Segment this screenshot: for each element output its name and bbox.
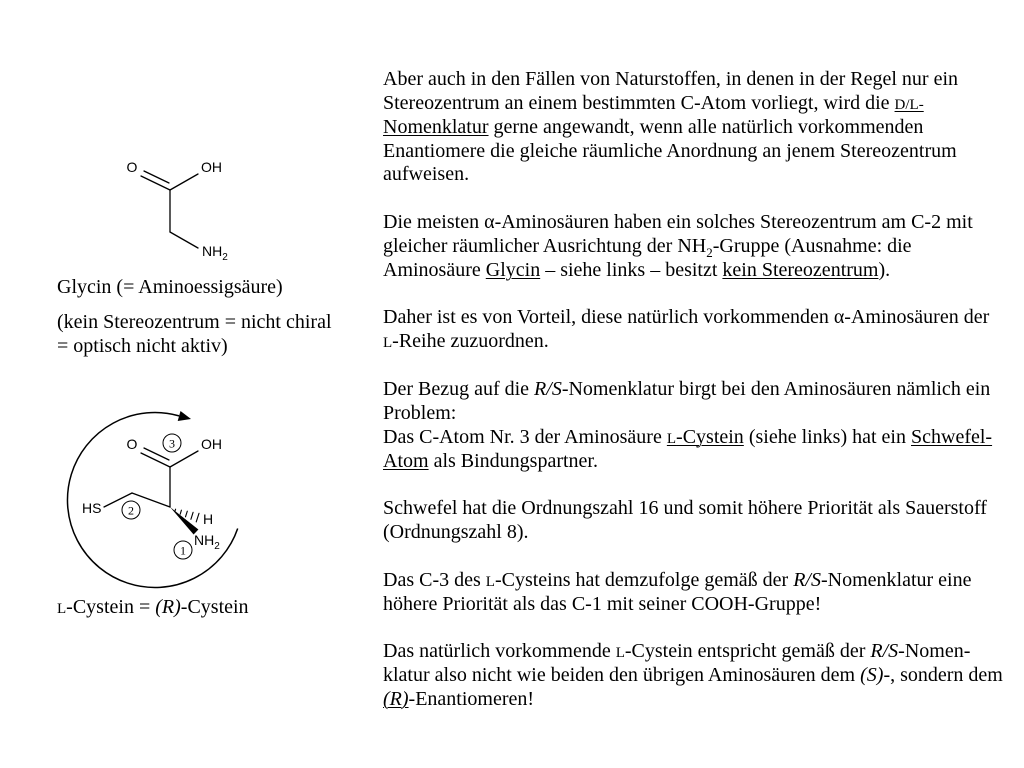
hydrogen-label: H <box>203 511 214 527</box>
hash-line <box>180 510 181 514</box>
text-run: -Reihe zuzuordnen. <box>392 330 549 353</box>
text-run: klatur also nicht wie beiden den übrigen Aminosäuren dem <box>383 664 861 687</box>
priority-number: 3 <box>169 436 175 451</box>
priority-marker-2 <box>122 501 140 519</box>
glycine-bonds <box>141 171 198 248</box>
small-caps-run: L <box>57 601 67 617</box>
paragraph-4 <box>383 378 1003 473</box>
small-caps-run: L <box>383 335 393 352</box>
text-run: Der Bezug auf die <box>383 377 535 400</box>
cysteine-caption <box>57 595 249 621</box>
paragraph-1 <box>383 68 1003 187</box>
text-run: Enantiomere die gleiche räumliche Anordnung an jenem Stereozentrum <box>383 139 957 162</box>
text-run: als Bindungspartner. <box>428 449 598 472</box>
text-line <box>383 235 1003 259</box>
rotation-arrowhead <box>178 411 191 421</box>
amino-bond <box>170 232 198 248</box>
oxygen-label: O <box>126 159 138 175</box>
text-line <box>383 378 1003 402</box>
italic-run: R/S <box>870 640 899 663</box>
text-run: Das C-3 des <box>383 568 486 591</box>
text-run: -Cystein <box>676 425 744 448</box>
carbonyl-bond <box>141 453 170 467</box>
text-line <box>383 92 1003 116</box>
oxygen-label: O <box>126 436 138 452</box>
text-line <box>383 163 1003 187</box>
small-caps-run: L <box>485 573 495 590</box>
underlined-term: Glycin <box>485 258 541 281</box>
text-line <box>383 450 1003 474</box>
italic-run: (S) <box>860 664 884 687</box>
cysteine-bonds <box>104 448 199 522</box>
solid-wedge-bond <box>170 507 198 535</box>
text-run: aufweisen. <box>383 163 470 186</box>
text-run: (Ordnungszahl 8). <box>383 521 529 544</box>
small-caps-run: L <box>666 430 677 447</box>
text-line <box>383 68 1003 92</box>
amino-label-subscript: 2 <box>222 252 228 263</box>
text-run: -Gruppe (Ausnahme: die <box>712 234 912 257</box>
text-run: -Nomen- <box>898 640 971 663</box>
italic-run: R/S <box>793 568 821 591</box>
hash-line <box>191 512 193 519</box>
text-run: Die meisten α-Aminosäuren haben ein solches Stereozentrum am C-2 mit <box>383 211 973 234</box>
cysteine-structure <box>67 411 237 588</box>
hash-line <box>186 511 188 517</box>
explanation-text <box>383 68 1003 736</box>
amino-label <box>202 243 228 263</box>
text-run: – siehe links – besitzt <box>540 258 723 281</box>
text-run: Das C-Atom Nr. 3 der Aminosäure <box>383 425 667 448</box>
text-line <box>383 664 1003 688</box>
amino-label-nh: NH <box>194 532 215 548</box>
text-line <box>383 497 1003 521</box>
paragraph-7 <box>383 640 1003 712</box>
text-run: Aminosäure <box>383 258 486 281</box>
paragraph-5 <box>383 497 1003 545</box>
carbonyl-bond-inner <box>144 171 169 183</box>
paragraph-2 <box>383 211 1003 283</box>
text-run: Stereozentrum an einem bestimmten C-Atom vorliegt, wird die <box>383 91 895 114</box>
carbonyl-bond <box>141 176 170 190</box>
text-run: gerne angewandt, wenn alle natürlich vorkommenden <box>488 115 924 138</box>
text-run: -Cysteins hat demzufolge gemäß der <box>494 568 794 591</box>
text-line <box>383 688 1003 712</box>
glycine-caption: Glycin (= Aminoessigsäure) <box>57 276 283 298</box>
text-run: (siehe links) hat ein <box>743 425 911 448</box>
text-line <box>383 330 1003 354</box>
priority-marker-1 <box>174 541 192 559</box>
text-run: -Nomenklatur birgt bei den Aminosäuren nämlich ein <box>561 377 991 400</box>
text-run: -Cystein = <box>66 596 156 618</box>
text-run: ). <box>878 258 891 281</box>
thiol-label: HS <box>82 500 102 516</box>
underlined-term: (R) <box>383 687 409 710</box>
underlined-term: Schwefel- <box>911 425 993 448</box>
small-caps-run: L <box>615 645 625 662</box>
glycine-note: (kein Stereozentrum = nicht chiral = optisch nicht aktiv) <box>57 311 332 357</box>
priority-number: 2 <box>128 503 134 518</box>
text-run: -Cystein entspricht gemäß der <box>624 640 871 663</box>
text-run: -, sondern dem <box>883 664 1003 687</box>
text-line <box>383 211 1003 235</box>
text-run: -Cystein <box>180 596 249 618</box>
text-run: Das natürlich vorkommende <box>383 640 616 663</box>
text-run: höhere Priorität als das C-1 mit seiner COOH-Gruppe! <box>383 592 822 615</box>
text-line <box>383 116 1003 140</box>
priority-number: 1 <box>180 543 186 558</box>
underlined-term: kein Stereozentrum <box>722 258 879 281</box>
text-run: Aber auch in den Fällen von Naturstoffen, in denen in der Regel nur ein <box>383 68 959 90</box>
amino-label-subscript: 2 <box>214 541 220 552</box>
text-run: gleicher räumlicher Ausrichtung der NH <box>383 234 707 257</box>
text-line <box>383 521 1003 545</box>
italic-run: (R) <box>155 596 181 618</box>
text-line <box>383 569 1003 593</box>
text-run: Problem: <box>383 401 457 424</box>
text-line <box>383 140 1003 164</box>
paragraph-3 <box>383 306 1003 354</box>
hydroxyl-bond <box>170 174 198 190</box>
hydroxyl-bond <box>170 451 198 467</box>
hydroxyl-label: OH <box>201 436 222 452</box>
priority-marker-3 <box>163 434 181 452</box>
carbonyl-bond-inner <box>144 448 169 460</box>
text-run: Schwefel hat die Ordnungszahl 16 und somit höhere Priorität als Sauerstoff <box>383 497 987 520</box>
structure-drawings <box>0 0 260 768</box>
paragraph-6 <box>383 569 1003 617</box>
text-line <box>383 259 1003 283</box>
amino-label-nh: NH <box>202 243 223 259</box>
underlined-term: Atom <box>383 449 429 472</box>
text-line <box>383 402 1003 426</box>
underlined-term: Nomenklatur <box>383 115 489 138</box>
underlined-term <box>667 426 744 448</box>
hydroxyl-label: OH <box>201 159 222 175</box>
underlined-term: D/L- <box>894 96 924 113</box>
glycine-structure <box>127 159 229 263</box>
text-line <box>383 306 1003 330</box>
text-run: Daher ist es von Vorteil, diese natürlich vorkommenden α-Aminosäuren der <box>383 306 990 329</box>
hash-line <box>196 513 199 522</box>
italic-run: R/S <box>534 377 562 400</box>
amino-label <box>194 532 220 552</box>
subscript-run: 2 <box>706 244 713 260</box>
text-line <box>383 426 1003 450</box>
text-line <box>383 640 1003 664</box>
text-run: -Enantiomeren! <box>408 687 535 710</box>
text-run: -Nomenklatur eine <box>820 568 972 591</box>
text-line <box>383 593 1003 617</box>
